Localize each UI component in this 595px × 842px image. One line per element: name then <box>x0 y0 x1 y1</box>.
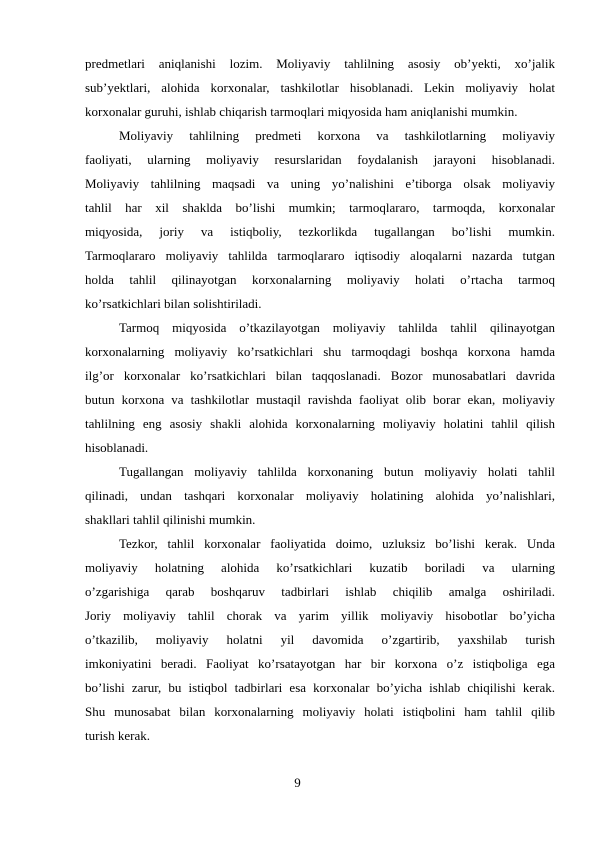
text-line: hisoblanadi. <box>85 440 149 455</box>
text-line: sub’yektlari, alohida korxonalar, tashkilotlar hisoblanadi. Lekin moliyaviy holat <box>85 80 555 95</box>
text-line: Shu munosabat bilan korxonalarning moliyaviy holati istiqbolini ham tahlil qilib <box>85 704 555 719</box>
text-line: holda tahlil qilinayotgan korxonalarning moliyaviy holati o’rtacha tarmoq <box>85 272 555 287</box>
text-line: Tarmoqlararo moliyaviy tahlilda tarmoqlararo iqtisodiy aloqalarni nazarda tutgan <box>85 248 555 263</box>
text-line: bo’lishi zarur, bu istiqbol tadbirlari esa korxonalar bo’yicha ishlab chiqilishi kerak. <box>85 680 555 695</box>
text-line: o’tkazilib, moliyaviy holatni yil davomida o’zgartirib, yaxshilab turish <box>85 632 555 647</box>
text-line: tahlil har xil shaklda bo’lishi mumkin; tarmoqlararo, tarmoqda, korxonalar <box>85 200 555 215</box>
text-line: korxonalarning moliyaviy ko’rsatkichlari shu tarmoqdagi boshqa korxona hamda <box>85 344 555 359</box>
text-line: imkoniyatini beradi. Faoliyat ko’rsatayotgan har bir korxona o’z istiqboliga ega <box>85 656 555 671</box>
page-number: 9 <box>294 775 301 790</box>
text-line: turish kerak. <box>85 728 150 743</box>
text-line: Tugallangan moliyaviy tahlilda korxonaning butun moliyaviy holati tahlil <box>119 464 555 479</box>
text-line: o’zgarishiga qarab boshqaruv tadbirlari ishlab chiqilib amalga oshiriladi. <box>85 584 555 599</box>
text-line: qilinadi, undan tashqari korxonalar moliyaviy holatining alohida yo’nalishlari, <box>85 488 555 503</box>
text-line: korxonalar guruhi, ishlab chiqarish tarmoqlari miqyosida ham aniqlanishi mumkin. <box>85 104 518 119</box>
text-line: ko’rsatkichlari bilan solishtiriladi. <box>85 296 262 311</box>
text-line: moliyaviy holatning alohida ko’rsatkichlari kuzatib boriladi va ularning <box>85 560 555 575</box>
text-line: miqyosida, joriy va istiqboliy, tezkorlikda tugallangan bo’lishi mumkin. <box>85 224 555 239</box>
text-line: tahlilning eng asosiy shakli alohida korxonalarning moliyaviy holatini tahlil qilish <box>85 416 555 431</box>
text-line: faoliyati, ularning moliyaviy resurslaridan foydalanish jarayoni hisoblanadi. <box>85 152 555 167</box>
text-line: butun korxona va tashkilotlar mustaqil ravishda faoliyat olib borar ekan, moliyaviy <box>85 392 555 407</box>
text-line: Tarmoq miqyosida o’tkazilayotgan moliyaviy tahlilda tahlil qilinayotgan <box>119 320 555 335</box>
text-line: Tezkor, tahlil korxonalar faoliyatida doimo, uzluksiz bo’lishi kerak. Unda <box>119 536 555 551</box>
text-line: shakllari tahlil qilinishi mumkin. <box>85 512 256 527</box>
text-line: Moliyaviy tahlilning maqsadi va uning yo’nalishini e’tiborga olsak moliyaviy <box>85 176 555 191</box>
text-line: predmetlari aniqlanishi lozim. Moliyaviy tahlilning asosiy ob’yekti, xo’jalik <box>85 56 555 71</box>
text-line: Joriy moliyaviy tahlil chorak va yarim yillik moliyaviy hisobotlar bo’yicha <box>85 608 555 623</box>
text-line: Moliyaviy tahlilning predmeti korxona va tashkilotlarning moliyaviy <box>119 128 555 143</box>
text-line: ilg’or korxonalar ko’rsatkichlari bilan taqqoslanadi. Bozor munosabatlari davrida <box>85 368 555 383</box>
